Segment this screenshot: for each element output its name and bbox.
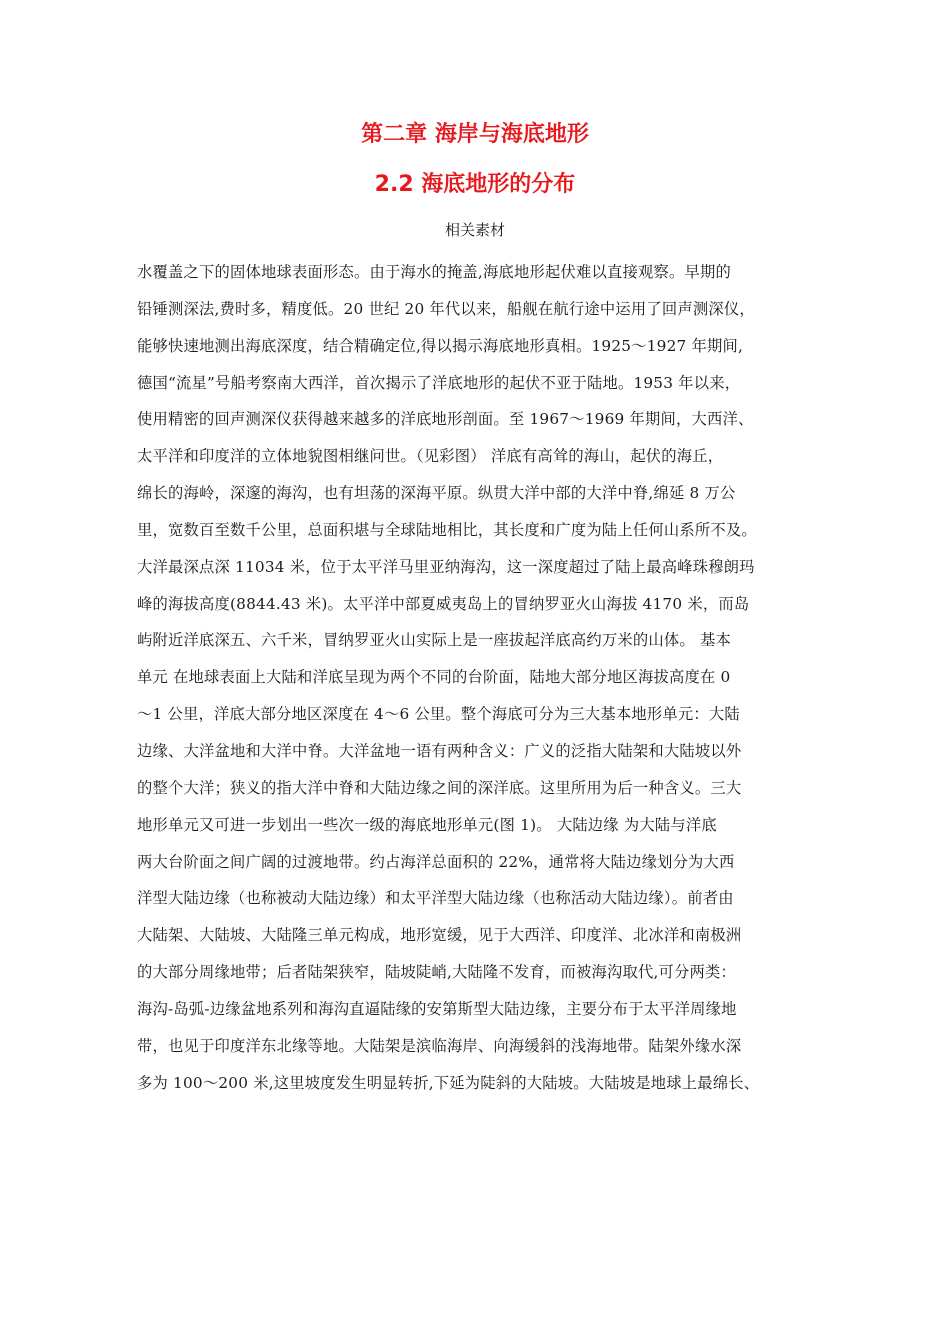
text-line: 屿附近洋底深五、六千米，冒纳罗亚火山实际上是一座拔起洋底高约万米的山体。 基本	[137, 631, 731, 650]
text-line: 能够快速地测出海底深度，结合精确定位,得以揭示海底地形真相。1925～1927 年期间,	[137, 336, 744, 355]
text-line: 多为 100～200 米,这里坡度发生明显转折,下延为陡斜的大陆坡。大陆坡是地球上最绵长、	[137, 1073, 760, 1092]
section-title: 2.2 海底地形的分布	[374, 172, 576, 197]
text-line: 铅锤测深法,费时多，精度低。20 世纪 20 年代以来，船舰在航行途中运用了回声测深仪，	[137, 299, 755, 318]
text-line: 边缘、大洋盆地和大洋中脊。大洋盆地一语有两种含义：广义的泛指大陆架和大陆坡以外	[137, 741, 742, 760]
text-line: 峰的海拔高度(8844.43 米)。太平洋中部夏威夷岛上的冒纳罗亚火山海拔 4170 米，而岛	[137, 594, 750, 613]
text-line: 洋型大陆边缘（也称被动大陆边缘）和太平洋型大陆边缘（也称活动大陆边缘）。前者由	[137, 889, 734, 908]
text-line: 的大部分周缘地带；后者陆架狭窄，陆坡陡峭,大陆隆不发育，而被海沟取代,可分两类：	[137, 963, 737, 982]
text-line: 两大台阶面之间广阔的过渡地带。约占海洋总面积的 22%，通常将大陆边缘划分为大西	[137, 852, 735, 871]
text-line: 里，宽数百至数千公里，总面积堪与全球陆地相比，其长度和广度为陆上任何山系所不及。	[137, 520, 757, 539]
text-line: 使用精密的回声测深仪获得越来越多的洋底地形剖面。至 1967～1969 年期间，大西洋、	[137, 410, 754, 429]
text-line: 德国“流星”号船考察南大西洋，首次揭示了洋底地形的起伏不亚于陆地。1953 年以来，	[137, 373, 741, 392]
subtitle: 相关素材	[444, 221, 505, 239]
chapter-title: 第二章 海岸与海底地形	[361, 122, 589, 147]
text-line: 海沟-岛弧-边缘盆地系列和海沟直逼陆缘的安第斯型大陆边缘，主要分布于太平洋周缘地	[137, 999, 737, 1018]
text-line: 带，也见于印度洋东北缘等地。大陆架是滨临海岸、向海缓斜的浅海地带。陆架外缘水深	[137, 1036, 742, 1055]
text-line: 地形单元又可进一步划出一些次一级的海底地形单元(图 1)。 大陆边缘 为大陆与洋底	[137, 815, 717, 834]
text-line: 的整个大洋；狭义的指大洋中脊和大陆边缘之间的深洋底。这里所用为后一种含义。三大	[137, 778, 742, 797]
text-line: ～1 公里，洋底大部分地区深度在 4～6 公里。整个海底可分为三大基本地形单元：大陆	[137, 705, 740, 724]
text-line: 单元 在地球表面上大陆和洋底呈现为两个不同的台阶面，陆地大部分地区海拔高度在 0	[137, 668, 731, 687]
text-line: 大洋最深点深 11034 米，位于太平洋马里亚纳海沟，这一深度超过了陆上最高峰珠穆朗玛	[137, 557, 755, 576]
body-text	[137, 258, 827, 1105]
text-line: 太平洋和印度洋的立体地貌图相继问世。（见彩图） 洋底有高耸的海山，起伏的海丘，	[137, 447, 724, 466]
text-line: 大陆架、大陆坡、大陆隆三单元构成，地形宽缓，见于大西洋、印度洋、北冰洋和南极洲	[137, 926, 742, 945]
text-line: 水覆盖之下的固体地球表面形态。由于海水的掩盖,海底地形起伏难以直接观察。早期的	[137, 263, 731, 281]
text-line: 绵长的海岭，深邃的海沟，也有坦荡的深海平原。纵贯大洋中部的大洋中脊,绵延 8 万公	[137, 484, 736, 503]
